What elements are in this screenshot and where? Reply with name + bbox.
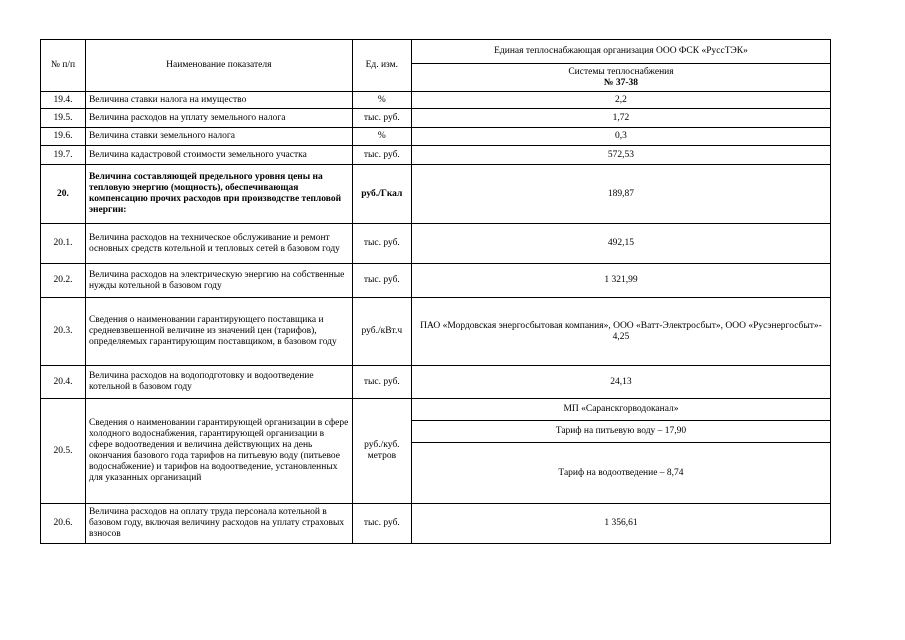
row-value: 492,15 [411,224,830,264]
row-name: Величина ставки налога на имущество [85,92,352,109]
row-value: 572,53 [411,146,830,165]
row-num: 19.6. [41,128,86,146]
header-unit: Ед. изм. [352,40,411,92]
row-name: Величина ставки земельного налога [85,128,352,146]
row-unit: тыс. руб. [352,224,411,264]
header-num: № п/п [41,40,86,92]
row-unit: тыс. руб. [352,264,411,298]
row-num: 20.4. [41,366,86,399]
row-value: 189,87 [411,165,830,224]
table-row [41,128,831,146]
tariff-table [40,39,831,544]
row-name: Сведения о наименовании гарантирующей организации в сфере холодного водоснабжения, гарантирующей организации в сфере водоотведения и величина действующих на день окончания базового года тарифов на питьевую воду (питьевое водоснабжение) и тарифов на водоотведение, установленных для указанных организаций [85,399,352,504]
table-row [41,298,831,366]
header-systems [411,64,830,92]
row-unit: руб./Гкал [352,165,411,224]
row-name: Величина составляющей предельного уровня цены на тепловую энергию (мощность), обеспечивающая компенсацию прочих расходов при производстве тепловой энергии: [85,165,352,224]
row-unit: руб./кВт.ч [352,298,411,366]
row-value-org: МП «Саранскгорводоканал» [411,399,830,421]
table-row [41,92,831,109]
table-row [41,109,831,128]
row-name: Сведения о наименовании гарантирующего поставщика и средневзвешенной величине из значений цен (тарифов), определяемых гарантирующим поставщиком, в базовом году [85,298,352,366]
row-value: 1 321,99 [411,264,830,298]
row-unit: % [352,92,411,109]
header-org: Единая теплоснабжающая организация ООО ФСК «РуссТЭК» [411,40,830,64]
row-value-tariff-water: Тариф на питьевую воду – 17,90 [411,421,830,443]
table-row [41,399,831,421]
row-value-tariff-drain: Тариф на водоотведение – 8,74 [411,443,830,504]
row-num: 20.6. [41,504,86,544]
systems-number: № 37-38 [603,77,639,88]
row-unit: % [352,128,411,146]
row-num: 19.7. [41,146,86,165]
row-value: 2,2 [411,92,830,109]
row-unit: тыс. руб. [352,146,411,165]
row-value: ПАО «Мордовская энергосбытовая компания», ООО «Ватт-Электросбыт», ООО «Русэнергосбыт»- 4,25 [411,298,830,366]
row-value: 24,13 [411,366,830,399]
row-num: 19.5. [41,109,86,128]
row-num: 20.2. [41,264,86,298]
table-row [41,146,831,165]
table-row [41,224,831,264]
row-unit: тыс. руб. [352,504,411,544]
table-row [41,504,831,544]
table-row [41,366,831,399]
table-row [41,165,831,224]
row-name: Величина кадастровой стоимости земельного участка [85,146,352,165]
row-num: 19.4. [41,92,86,109]
row-value: 1,72 [411,109,830,128]
row-num: 20. [41,165,86,224]
row-value: 0,3 [411,128,830,146]
row-unit: тыс. руб. [352,109,411,128]
table-row [41,264,831,298]
row-num: 20.1. [41,224,86,264]
row-unit: руб./куб. метров [352,399,411,504]
header-name: Наименование показателя [85,40,352,92]
row-name: Величина расходов на оплату труда персонала котельной в базовом году, включая величину расходов на уплату страховых взносов [85,504,352,544]
row-name: Величина расходов на электрическую энергию на собственные нужды котельной в базовом году [85,264,352,298]
row-name: Величина расходов на техническое обслуживание и ремонт основных средств котельной и тепловых сетей в базовом году [85,224,352,264]
row-unit: тыс. руб. [352,366,411,399]
systems-label: Системы теплоснабжения [568,66,674,77]
row-num: 20.3. [41,298,86,366]
row-name: Величина расходов на уплату земельного налога [85,109,352,128]
row-value: 1 356,61 [411,504,830,544]
header-row [41,40,831,64]
row-num: 20.5. [41,399,86,504]
row-name: Величина расходов на водоподготовку и водоотведение котельной в базовом году [85,366,352,399]
